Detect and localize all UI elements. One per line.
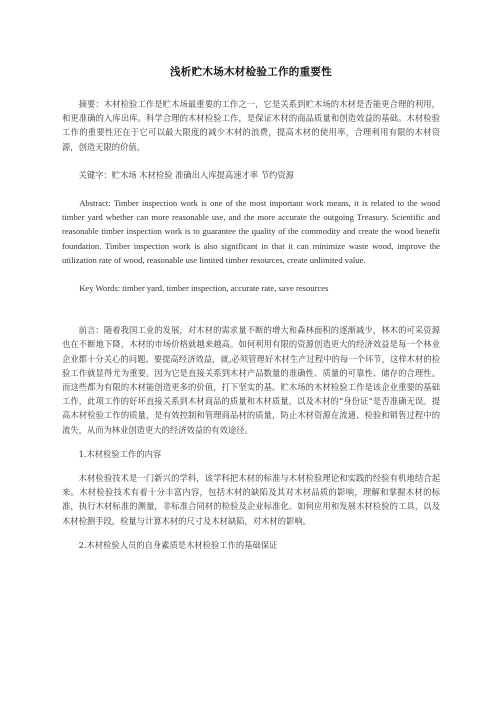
document-page <box>62 64 440 552</box>
keywords-chinese: 关键字：贮木场 木材检验 准确出入库提高速才率 节约资源 <box>78 169 294 180</box>
section-2-heading: 2.木材检验人员的自身素质是木材检验工作的基础保证 <box>78 539 278 550</box>
keywords-english: Key Words: timber yard, timber inspection, accurate rate, save resources <box>79 283 329 294</box>
section-1-heading: 1.木材检验工作的内容 <box>78 448 162 459</box>
preface-paragraph: 前言：随着我国工业的发展，对木材的需求量不断的增大和森林面积的逐渐减少，林木的可采资源也在不断地下降，木材的市场价格就越来越高。如何利用有限的资源创造更大的经济效益是每一个林业企业都十分关心的问题。要提高经济效益，就,必须管理好木材生产过程中的每一个环节，这样木材的检验工作就显得尤为重要。因为它是直接关系到木材产品数量的准确性、质量的可靠性、储存的合理性。而这些都为有限的木材能创造更多的价值，打下坚实的基。贮木场的木材检验工作是该企业重要的基础工作，此项工作的好坏直接关系到木材商品的质量和木材质量，以及木材的“身份证”是否准确无误。提高木材检验工作的质量，是有效控制和管理商品材的质量，防止木材资源在流通、检验和销售过程中的流失，从而为林业创造更大的经济效益的有效途径。 <box>62 325 440 435</box>
section-1-body: 木材检验技术是一门新兴的学科，该学科把木材的标准与木材检验理论和实践的经验有机地结合起来。木材检验技术有着十分丰富内容，包括木材的缺陷及其对木材品质的影响，理解和掌握木材的标准，执行木材标准的测量，非标准合同材的检验及企业标准化。如何应用和发展木材检验的工具，以及木材检测手段，检量与计算木材的尺寸及木材缺陷，对木材的影响。 <box>62 473 440 526</box>
abstract-chinese: 摘要：木材检验工作是贮木场最重要的工作之一，它是关系到贮木场的木材是否能更合理的利用，和更准确的入库出库。科学合理的木材检验工作，是保证木材的商品质量和创造效益的基础。木材检验工作的重要性还在于它可以最大限度的减少木材的浪费，提高木材的使用率，合理利用有限的木材资源，创造无限的价值。 <box>62 99 440 152</box>
paper-title: 浅析贮木场木材检验工作的重要性 <box>170 66 332 78</box>
abstract-english: Abstract: Timber inspection work is one of the most important work means, it is related to the wood timber yard whether can more reasonable use, and the more accurate the outgoing Treasury. Scientific and reasonable timber inspection work is to guarantee the quality of the commodity and create the wood benefit foundation. Timber inspection work is also significant in that it can minimize waste wood, improve the utilization rate of wood, reasonable use limited timber resources, create unlimited value. <box>62 198 440 265</box>
